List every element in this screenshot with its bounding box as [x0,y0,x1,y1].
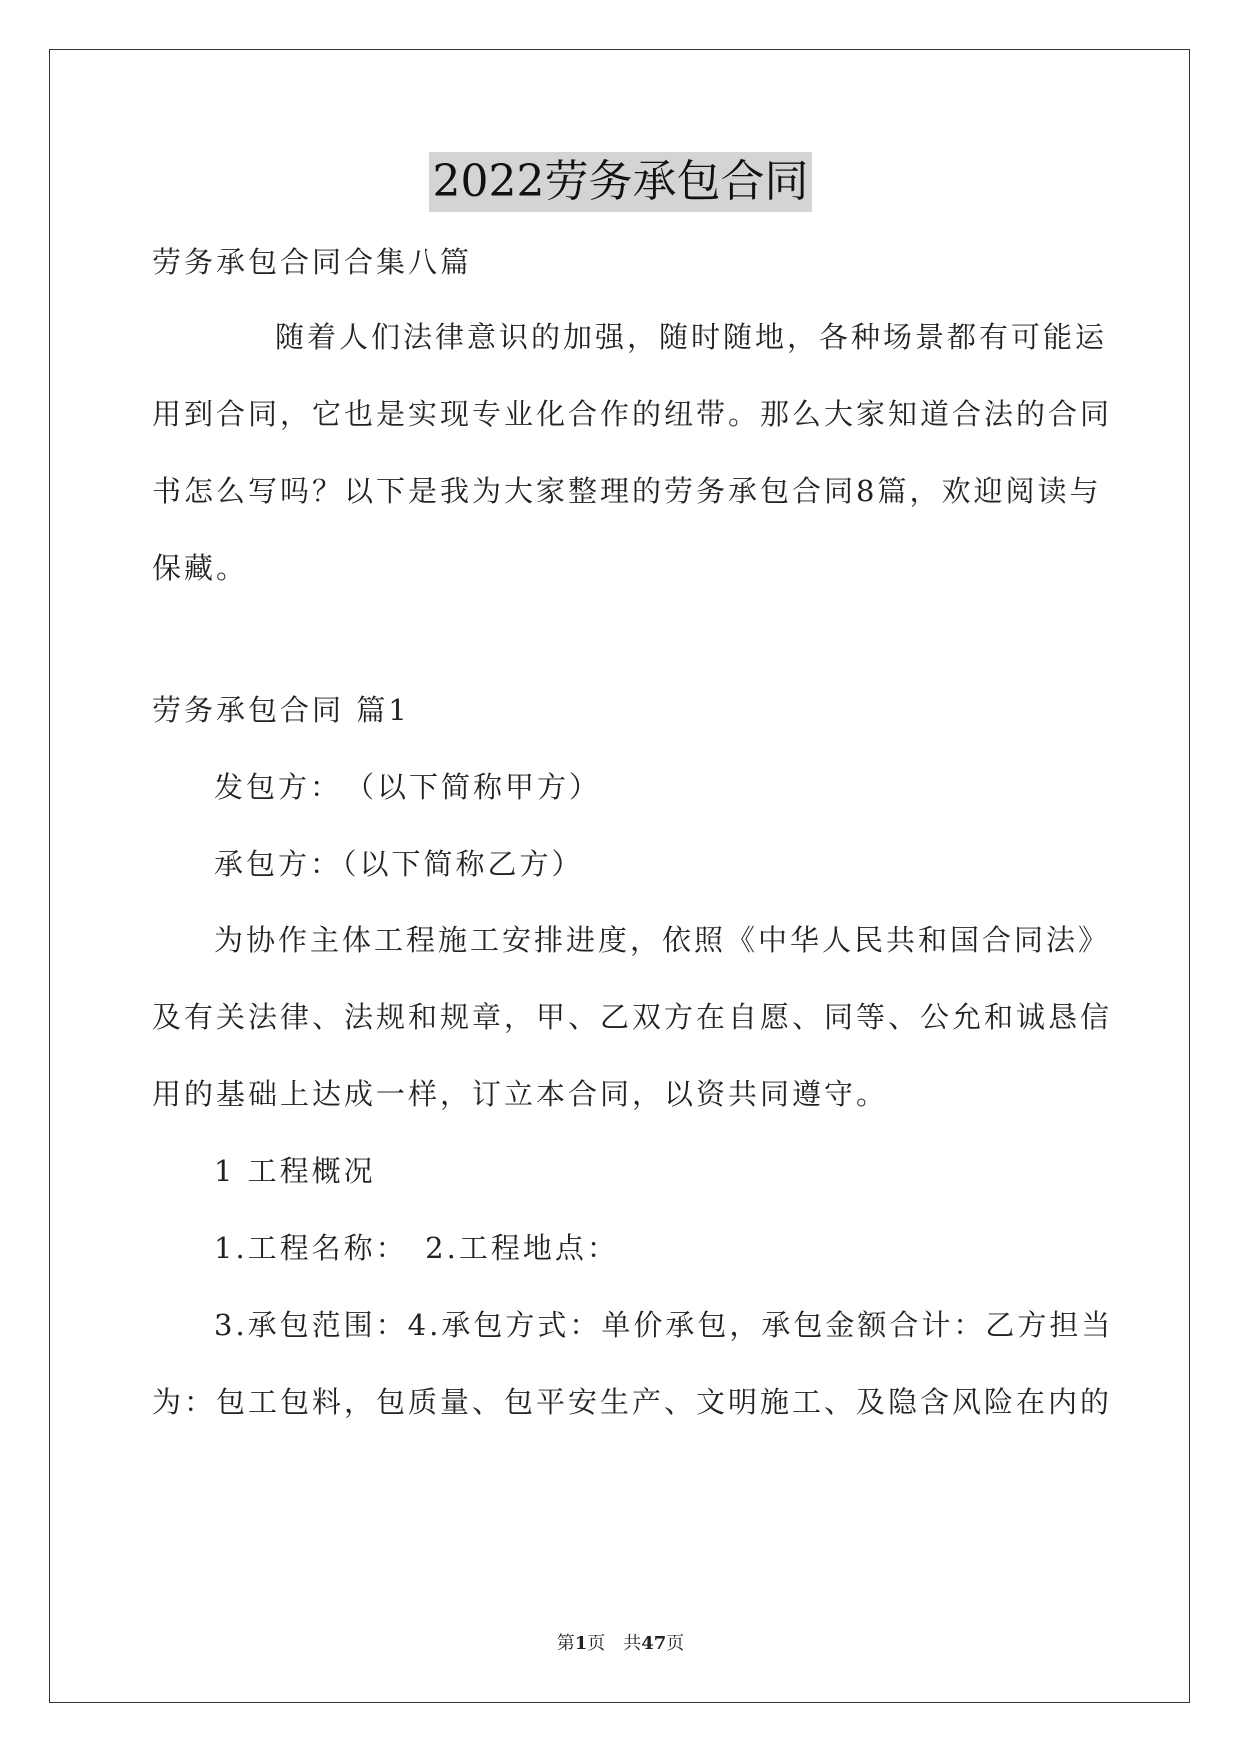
document-title: 2022劳务承包合同 [429,152,813,212]
intro-line-3: 书怎么写吗？以下是我为大家整理的劳务承包合同8篇，欢迎阅读与 [152,474,1102,508]
section-heading: 劳务承包合同 篇1 [152,693,410,727]
clause-line-1: 1.工程名称： 2.工程地点： [214,1231,619,1265]
footer-page-number: 1 [574,1633,588,1654]
party-a-line: 发包方： （以下简称甲方） [214,770,602,804]
clause-line-2a: 3.承包范围：4.承包方式：单价承包，承包金额合计：乙方担当 [214,1308,1114,1342]
footer-page-total: 47 [641,1633,667,1654]
body-line-3: 用的基础上达成一样，订立本合同，以资共同遵守。 [152,1077,889,1111]
title-container [0,152,1241,212]
body-line-1: 为协作主体工程施工安排进度，依照《中华人民共和国合同法》 [214,923,1111,957]
intro-line-2: 用到合同，它也是实现专业化合作的纽带。那么大家知道合法的合同 [152,397,1113,431]
intro-line-1: 随着人们法律意识的加强，随时随地，各种场景都有可能运 [275,320,1108,354]
document-subtitle: 劳务承包合同合集八篇 [152,245,473,279]
footer-suffix: 页 [666,1633,685,1654]
clause-heading: 1 工程概况 [214,1154,376,1188]
body-line-2: 及有关法律、法规和规章，甲、乙双方在自愿、同等、公允和诚恳信 [152,1000,1113,1034]
intro-line-4: 保藏。 [152,551,249,585]
page-footer [0,1629,1241,1655]
party-b-line: 承包方：（以下简称乙方） [214,847,584,881]
footer-mid: 页 共 [587,1633,642,1654]
footer-prefix: 第 [556,1633,575,1654]
clause-line-2b: 为：包工包料，包质量、包平安生产、文明施工、及隐含风险在内的 [152,1385,1113,1419]
